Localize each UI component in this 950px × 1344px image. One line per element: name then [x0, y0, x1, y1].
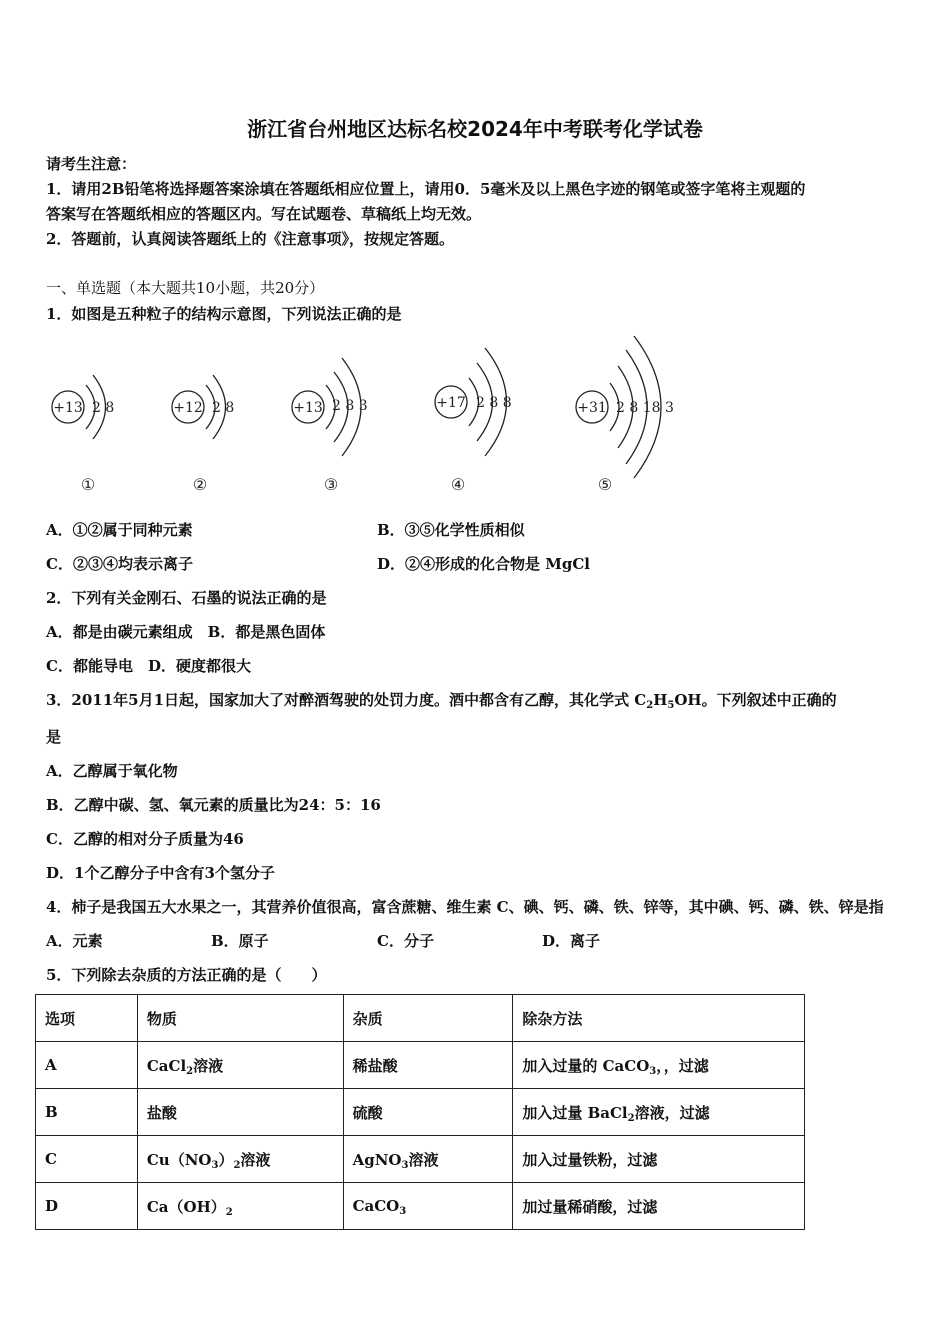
- row-b-impurity: 硫酸: [343, 1089, 513, 1136]
- q2-stem: 2．下列有关金刚石、石墨的说法正确的是: [46, 589, 327, 607]
- substance-text: ）: [218, 1150, 234, 1169]
- particle-3-nucleus: +13: [293, 400, 323, 416]
- particle-3-shells: 2 8 3: [332, 398, 368, 414]
- substance-text: CaCl: [146, 1056, 187, 1075]
- particle-1-shells: 2 8: [92, 400, 115, 416]
- row-d-impurity: [343, 1183, 513, 1230]
- particle-5-shells: 2 8 18 3: [616, 400, 674, 416]
- q1-option-b[interactable]: B．③⑤化学性质相似: [377, 521, 525, 539]
- substance-text: Cu（NO: [146, 1150, 212, 1169]
- row-d-method: 加过量稀硝酸，过滤: [513, 1183, 805, 1230]
- substance-text: Ca（OH）: [146, 1197, 226, 1216]
- q3-option-c[interactable]: C．乙醇的相对分子质量为46: [46, 830, 244, 848]
- method-text: 加入过量 BaCl: [522, 1103, 628, 1122]
- table-row[interactable]: [36, 1089, 805, 1136]
- impurity-text: AgNO: [352, 1150, 402, 1169]
- row-b-substance: 盐酸: [137, 1089, 343, 1136]
- particle-5-nucleus: +31: [577, 400, 607, 416]
- row-d-substance: [137, 1183, 343, 1230]
- q4-option-c[interactable]: C．分子: [377, 932, 434, 950]
- row-a-substance: [137, 1042, 343, 1089]
- q4-option-a[interactable]: A．元素: [46, 932, 103, 950]
- row-a-method: [513, 1042, 805, 1089]
- notice-line-3: 2．答题前，认真阅读答题纸上的《注意事项》，按规定答题。: [46, 230, 454, 248]
- row-c-option: C: [36, 1136, 138, 1183]
- subscript: 2: [233, 1159, 241, 1171]
- substance-text: 溶液: [193, 1056, 224, 1075]
- header-impurity: 杂质: [343, 995, 513, 1042]
- particle-1-nucleus: +13: [53, 400, 83, 416]
- q3-option-a[interactable]: A．乙醇属于氧化物: [46, 762, 178, 780]
- table-row[interactable]: [36, 1183, 805, 1230]
- q4-option-d[interactable]: D．离子: [542, 932, 601, 950]
- q1-stem: 1．如图是五种粒子的结构示意图，下列说法正确的是: [46, 305, 402, 323]
- header-substance: 物质: [137, 995, 343, 1042]
- q3-subscript: 5: [667, 700, 675, 711]
- q4-option-b[interactable]: B．原子: [211, 932, 269, 950]
- q1-option-a[interactable]: A．①②属于同种元素: [46, 521, 193, 539]
- method-text: 加入过量的 CaCO: [522, 1056, 650, 1075]
- particle-4-nucleus: +17: [436, 395, 466, 411]
- table-row[interactable]: [36, 1136, 805, 1183]
- row-d-option: D: [36, 1183, 138, 1230]
- q3-stem-part: OH。下列叙述中正确的: [674, 691, 837, 709]
- particle-4-shells: 2 8 8: [476, 395, 512, 411]
- row-c-impurity: [343, 1136, 513, 1183]
- subscript: 2: [186, 1065, 194, 1077]
- table-row[interactable]: [36, 1042, 805, 1089]
- subscript: 3: [649, 1065, 657, 1077]
- particle-2-shells: 2 8: [212, 400, 235, 416]
- q5-table: [35, 994, 805, 1230]
- q3-option-d[interactable]: D．1个乙醇分子中含有3个氢分子: [46, 864, 275, 882]
- q2-options-ab[interactable]: A．都是由碳元素组成 B．都是黑色固体: [46, 623, 326, 641]
- row-b-option: B: [36, 1089, 138, 1136]
- particle-2-nucleus: +12: [173, 400, 203, 416]
- substance-text: 溶液: [240, 1150, 271, 1169]
- row-a-option: A: [36, 1042, 138, 1089]
- q3-stem-cont: 是: [46, 728, 62, 746]
- row-c-method: 加入过量铁粉，过滤: [513, 1136, 805, 1183]
- particle-3-label: ③: [323, 475, 339, 494]
- q3-stem-part: 3．2011年5月1日起，国家加大了对醉酒驾驶的处罚力度。酒中都含有乙醇，其化学式 C: [46, 691, 647, 709]
- particle-1-label: ①: [80, 475, 96, 494]
- section-heading: 一、单选题（本大题共10小题，共20分）: [46, 279, 325, 297]
- header-method: 除杂方法: [513, 995, 805, 1042]
- row-a-impurity: 稀盐酸: [343, 1042, 513, 1089]
- row-c-substance: [137, 1136, 343, 1183]
- impurity-text: CaCO: [352, 1197, 400, 1215]
- q3-subscript: 2: [646, 700, 654, 711]
- method-text: ，，过滤: [656, 1056, 709, 1075]
- q3-stem-part: H: [653, 691, 668, 709]
- q2-options-cd[interactable]: C．都能导电 D．硬度都很大: [46, 657, 251, 675]
- q3-stem: [46, 689, 837, 710]
- q4-stem: 4．柿子是我国五大水果之一，其营养价值很高，富含蔗糖、维生素 C、碘、钙、磷、铁、锌等，其中碘、钙、磷、铁、锌是指: [46, 898, 884, 916]
- particle-5-label: ⑤: [597, 475, 613, 494]
- row-b-method: [513, 1089, 805, 1136]
- subscript: 3: [211, 1159, 219, 1171]
- particle-2-label: ②: [192, 475, 208, 494]
- subscript: 2: [225, 1206, 233, 1218]
- q1-option-d[interactable]: D．②④形成的化合物是 MgCl: [377, 555, 590, 573]
- subscript: 2: [627, 1112, 635, 1124]
- particle-diagrams: [0, 330, 950, 500]
- q3-option-b[interactable]: B．乙醇中碳、氢、氧元素的质量比为24：5：16: [46, 796, 381, 814]
- q5-stem: 5．下列除去杂质的方法正确的是（ ）: [46, 966, 327, 984]
- subscript: 3: [399, 1206, 407, 1217]
- notice-heading: 请考生注意：: [46, 155, 137, 173]
- header-option: 选项: [36, 995, 138, 1042]
- method-text: 溶液，过滤: [634, 1103, 710, 1122]
- table-header-row: [36, 995, 805, 1042]
- particle-4-label: ④: [450, 475, 466, 494]
- page-title: 浙江省台州地区达标名校2024年中考联考化学试卷: [247, 117, 703, 141]
- notice-line-2: 答案写在答题纸相应的答题区内。写在试题卷、草稿纸上均无效。: [46, 205, 482, 223]
- subscript: 3: [401, 1159, 409, 1171]
- impurity-text: 溶液: [408, 1150, 439, 1169]
- q1-option-c[interactable]: C．②③④均表示离子: [46, 555, 193, 573]
- notice-line-1: 1．请用2B铅笔将选择题答案涂填在答题纸相应位置上，请用0．5毫米及以上黑色字迹的钢笔或签字笔将主观题的: [46, 180, 806, 198]
